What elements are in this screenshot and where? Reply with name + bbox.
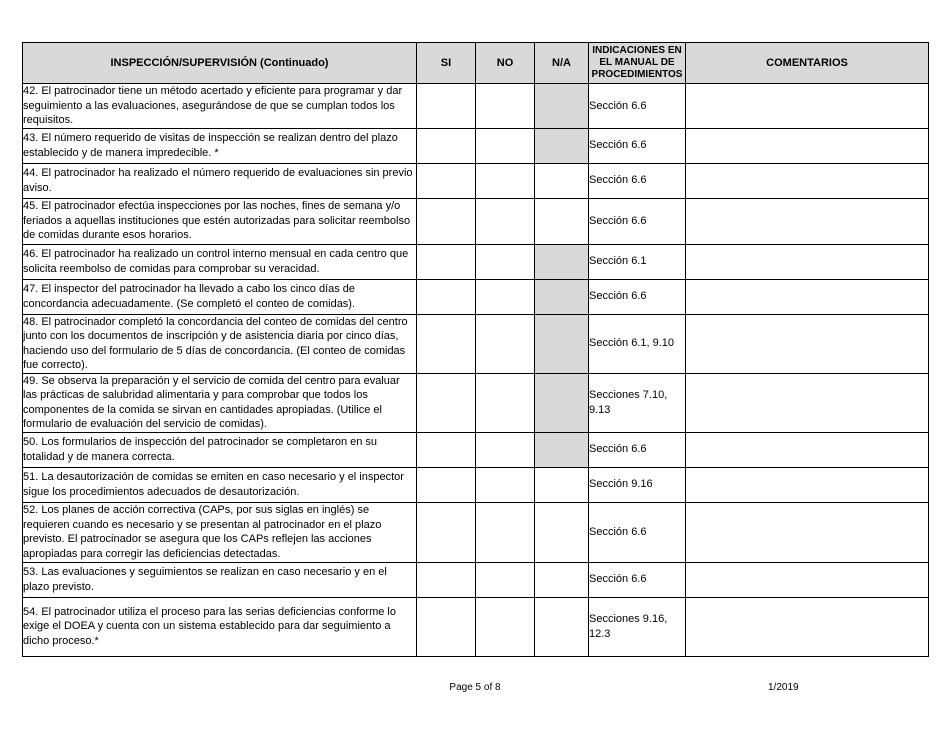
si-cell[interactable] [417,467,476,502]
header-si: SI [417,43,476,84]
no-cell[interactable] [476,279,535,314]
comments-cell[interactable] [686,467,929,502]
comments-cell[interactable] [686,244,929,279]
item-text: 43. El número requerido de visitas de inspección se realizan dentro del plazo establecido y de manera impredecible. * [23,128,417,163]
comments-cell[interactable] [686,373,929,432]
na-cell[interactable] [535,244,589,279]
table-row [23,562,929,597]
manual-reference: Secciones 9.16, 12.3 [589,597,686,656]
na-cell[interactable] [535,432,589,467]
manual-reference: Sección 6.6 [589,128,686,163]
comments-cell[interactable] [686,279,929,314]
table-row [23,597,929,656]
si-cell[interactable] [417,562,476,597]
si-cell[interactable] [417,279,476,314]
no-cell[interactable] [476,597,535,656]
table-row [23,314,929,373]
si-cell[interactable] [417,502,476,562]
comments-cell[interactable] [686,597,929,656]
item-text: 48. El patrocinador completó la concordancia del conteo de comidas del centro junto con los documentos de inscripción y de asistencia diaria por cinco días, haciendo uso del formulario de 5 días de concordancia. (El conteo de comidas fue correcto). [23,314,417,373]
na-cell[interactable] [535,373,589,432]
manual-reference: Sección 6.1, 9.10 [589,314,686,373]
na-cell[interactable] [535,502,589,562]
item-text: 52. Los planes de acción correctiva (CAPs, por sus siglas en inglés) se requieren cuando es necesario y se presentan al patrocinador en el plazo previsto. El patrocinador se asegura que los CAPs reflejen las acciones apropiadas para corregir las deficiencias detectadas. [23,502,417,562]
item-text: 44. El patrocinador ha realizado el número requerido de evaluaciones sin previo aviso. [23,163,417,198]
si-cell[interactable] [417,597,476,656]
item-text: 47. El inspector del patrocinador ha llevado a cabo los cinco días de concordancia adecuadamente. (Se completó el conteo de comidas). [23,279,417,314]
si-cell[interactable] [417,128,476,163]
comments-cell[interactable] [686,314,929,373]
no-cell[interactable] [476,432,535,467]
si-cell[interactable] [417,432,476,467]
manual-reference: Sección 6.6 [589,279,686,314]
na-cell[interactable] [535,314,589,373]
item-text: 53. Las evaluaciones y seguimientos se realizan en caso necesario y en el plazo previsto. [23,562,417,597]
manual-reference: Sección 6.1 [589,244,686,279]
si-cell[interactable] [417,244,476,279]
comments-cell[interactable] [686,562,929,597]
item-text: 45. El patrocinador efectúa inspecciones por las noches, fines de semana y/o feriados a aquellas instituciones que estén autorizadas para solicitar reembolso de comidas durante esos horarios. [23,198,417,244]
comments-cell[interactable] [686,502,929,562]
table-row [23,84,929,129]
si-cell[interactable] [417,163,476,198]
manual-reference: Sección 6.6 [589,84,686,129]
no-cell[interactable] [476,467,535,502]
manual-reference: Sección 6.6 [589,562,686,597]
manual-reference: Secciones 7.10, 9.13 [589,373,686,432]
no-cell[interactable] [476,128,535,163]
si-cell[interactable] [417,84,476,129]
no-cell[interactable] [476,198,535,244]
footer-page-number: Page 5 of 8 [449,682,501,693]
na-cell[interactable] [535,84,589,129]
header-no: NO [476,43,535,84]
manual-reference: Sección 9.16 [589,467,686,502]
no-cell[interactable] [476,562,535,597]
table-row [23,244,929,279]
manual-reference: Sección 6.6 [589,432,686,467]
si-cell[interactable] [417,198,476,244]
comments-cell[interactable] [686,163,929,198]
item-text: 46. El patrocinador ha realizado un control interno mensual en cada centro que solicita reembolso de comidas para comprobar su veracidad. [23,244,417,279]
manual-reference: Sección 6.6 [589,163,686,198]
comments-cell[interactable] [686,84,929,129]
no-cell[interactable] [476,502,535,562]
item-text: 49. Se observa la preparación y el servicio de comida del centro para evaluar las prácticas de salubridad alimentaria y para comprobar que todos los componentes de la comida se sirvan en cantidades apropiadas. (Utilice el formulario de evaluación del servicio de comidas). [23,373,417,432]
table-row [23,128,929,163]
table-row [23,432,929,467]
item-text: 54. El patrocinador utiliza el proceso para las serias deficiencias conforme lo exige el DOEA y cuenta con un sistema establecido para dar seguimiento a dicho proceso.* [23,597,417,656]
footer-date: 1/2019 [768,682,799,693]
table-row [23,467,929,502]
na-cell[interactable] [535,198,589,244]
na-cell[interactable] [535,128,589,163]
comments-cell[interactable] [686,432,929,467]
table-row [23,502,929,562]
inspection-checklist-table [22,42,929,657]
comments-cell[interactable] [686,128,929,163]
comments-cell[interactable] [686,198,929,244]
header-na: N/A [535,43,589,84]
na-cell[interactable] [535,562,589,597]
na-cell[interactable] [535,597,589,656]
item-text: 50. Los formularios de inspección del patrocinador se completaron en su totalidad y de manera correcta. [23,432,417,467]
no-cell[interactable] [476,314,535,373]
table-row [23,163,929,198]
header-comments: COMENTARIOS [686,43,929,84]
table-header-row [23,43,929,84]
si-cell[interactable] [417,314,476,373]
no-cell[interactable] [476,373,535,432]
header-manual: INDICACIONES EN EL MANUAL DE PROCEDIMIENTOS [589,43,686,84]
na-cell[interactable] [535,163,589,198]
si-cell[interactable] [417,373,476,432]
manual-reference: Sección 6.6 [589,502,686,562]
table-row [23,279,929,314]
item-text: 42. El patrocinador tiene un método acertado y eficiente para programar y dar seguimiento a las evaluaciones, asegurándose de que se cumplan todos los requisitos. [23,84,417,129]
no-cell[interactable] [476,163,535,198]
table-row [23,373,929,432]
no-cell[interactable] [476,84,535,129]
header-inspection: INSPECCIÓN/SUPERVISIÓN (Continuado) [23,43,417,84]
table-row [23,198,929,244]
no-cell[interactable] [476,244,535,279]
na-cell[interactable] [535,467,589,502]
item-text: 51. La desautorización de comidas se emiten en caso necesario y el inspector sigue los procedimientos adecuados de desautorización. [23,467,417,502]
manual-reference: Sección 6.6 [589,198,686,244]
na-cell[interactable] [535,279,589,314]
